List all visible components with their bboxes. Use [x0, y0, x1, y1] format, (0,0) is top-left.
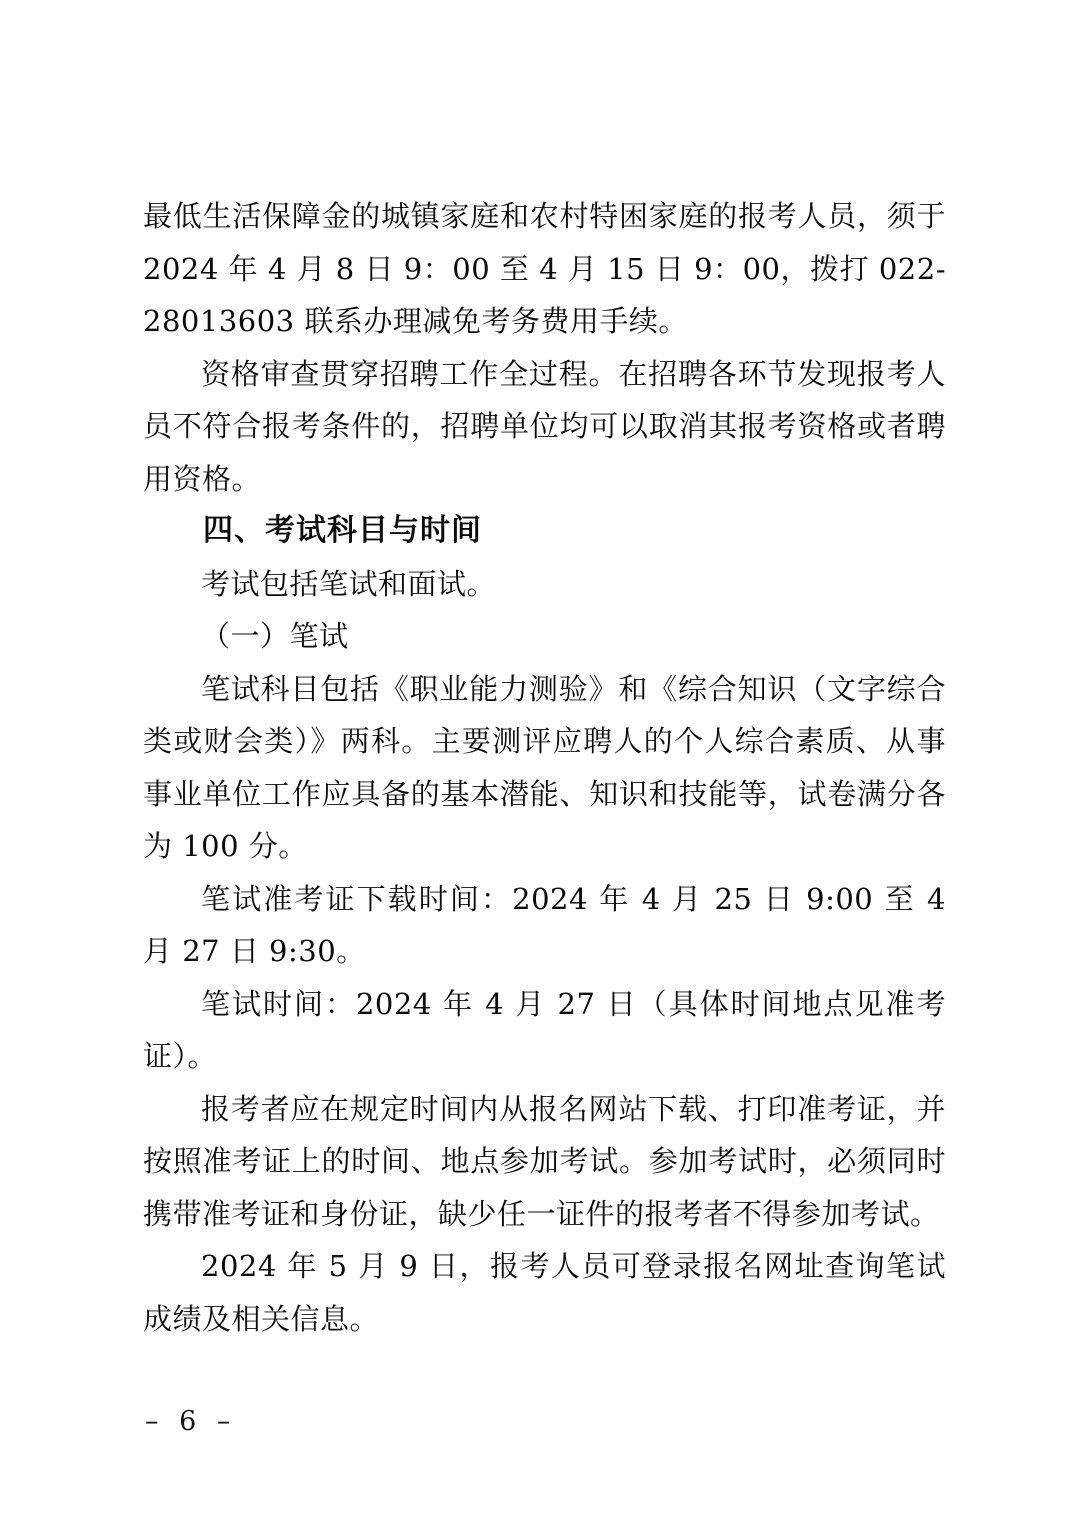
paragraph-written-exam-time: 笔试时间：2024 年 4 月 27 日（具体时间地点见准考证）。: [143, 986, 946, 1073]
sub-heading-written-exam: （一）笔试: [201, 619, 349, 653]
paragraph-qualification-review: 资格审查贯穿招聘工作全过程。在招聘各环节发现报考人员不符合报考条件的，招聘单位均可以取消其报考资格或者聘用资格。: [143, 356, 946, 496]
paragraph-admission-ticket-download: 笔试准考证下载时间：2024 年 4 月 25 日 9:00 至 4 月 27 日 9:30。: [143, 881, 946, 968]
document-body: [143, 190, 946, 1345]
page-number: – 6 –: [145, 1406, 237, 1437]
paragraph-fee-waiver: 最低生活保障金的城镇家庭和农村特困家庭的报考人员，须于 2024 年 4 月 8 日 9：00 至 4 月 15 日 9：00，拨打 022-28013603 联系办理减免考务费用手续。: [143, 199, 946, 338]
paragraph-written-subjects: 笔试科目包括《职业能力测验》和《综合知识（文字综合类或财会类）》两科。主要测评应聘人的个人综合素质、从事事业单位工作应具备的基本潜能、知识和技能等，试卷满分各为 100 分。: [143, 671, 946, 863]
paragraph-exam-requirements: 报考者应在规定时间内从报名网站下载、打印准考证，并按照准考证上的时间、地点参加考试。参加考试时，必须同时携带准考证和身份证，缺少任一证件的报考者不得参加考试。: [143, 1091, 946, 1231]
paragraph-exam-overview: 考试包括笔试和面试。: [201, 566, 497, 601]
section-heading-exam-subjects: 四、考试科目与时间: [203, 513, 482, 548]
paragraph-score-query: 2024 年 5 月 9 日，报考人员可登录报名网址查询笔试成绩及相关信息。: [143, 1249, 946, 1336]
